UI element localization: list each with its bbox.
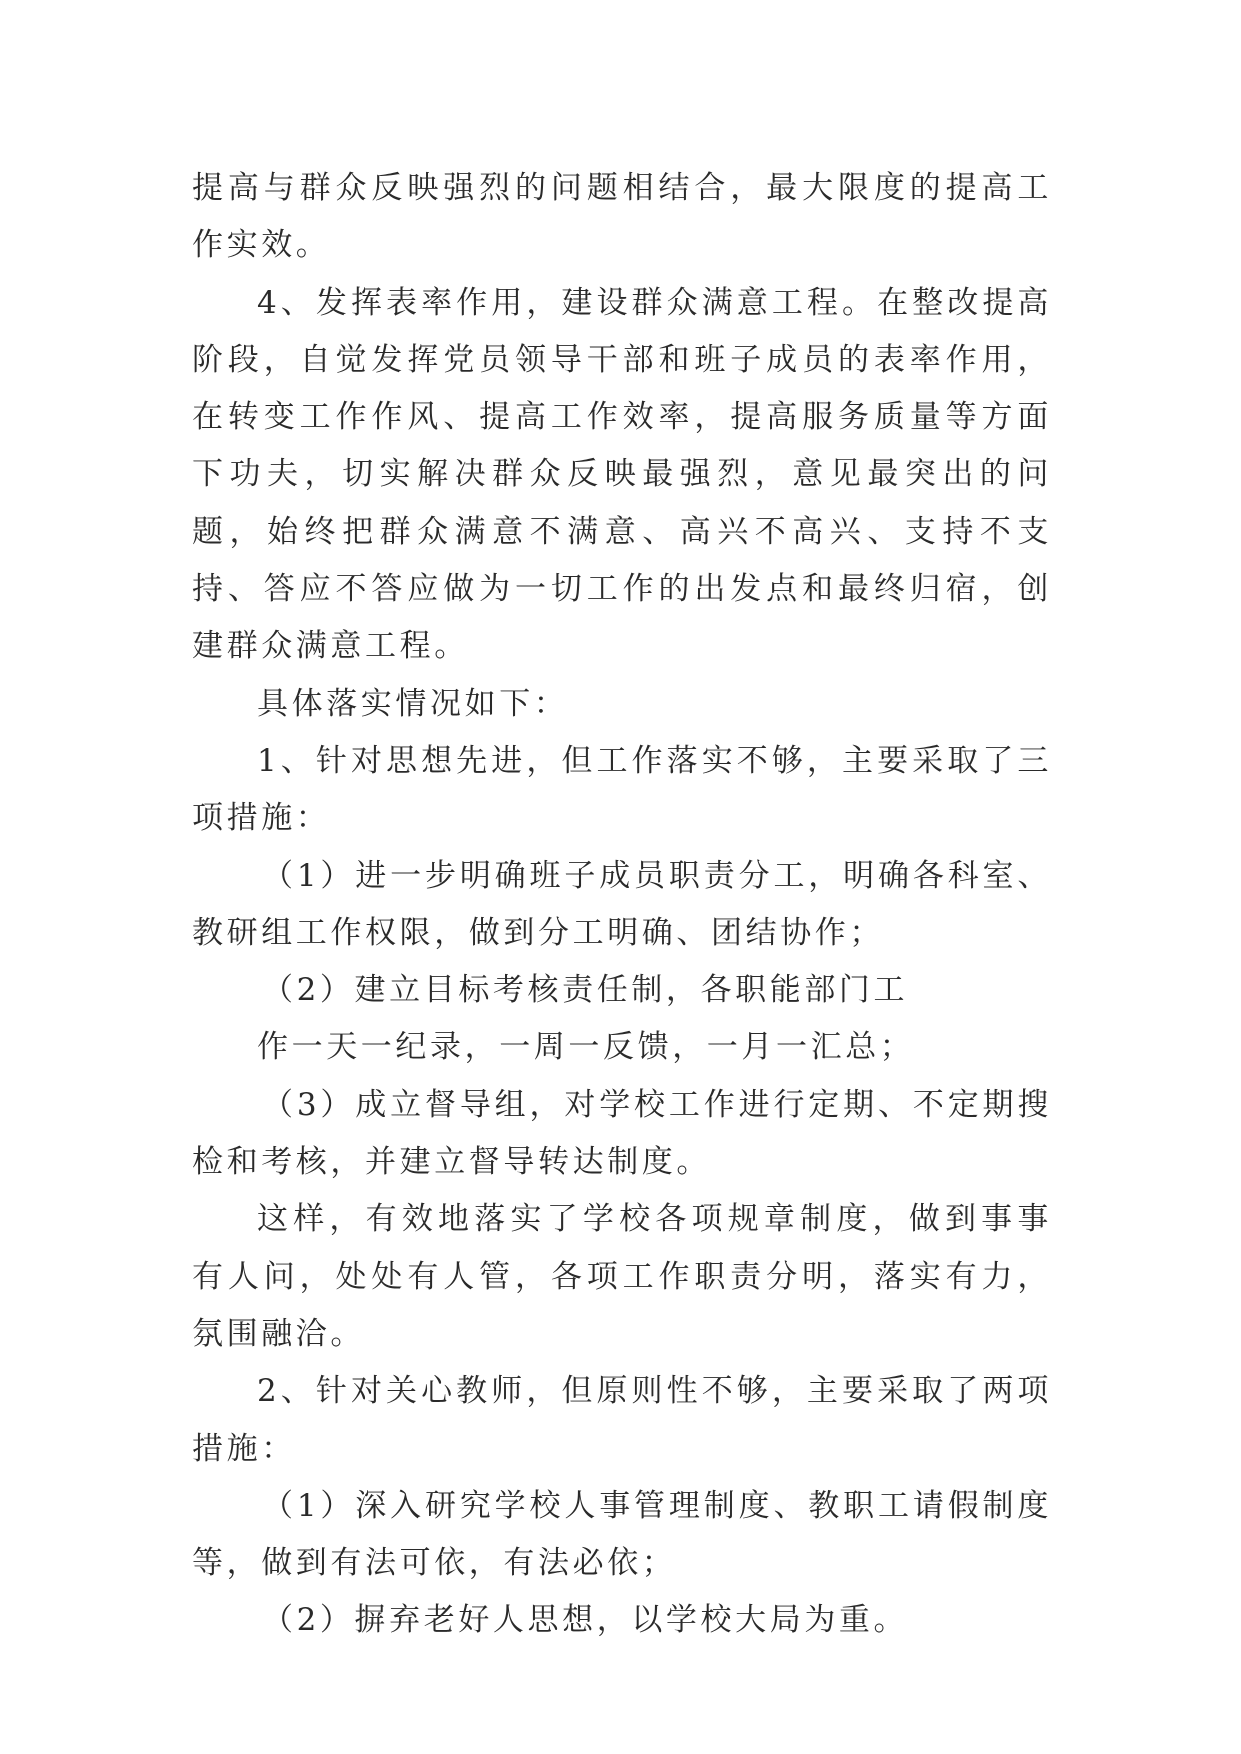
- paragraph-implementation-intro: 具体落实情况如下：: [257, 685, 569, 722]
- paragraph-continuation: 提高与群众反映强烈的问题相结合，最大限度的提高工作实效。: [192, 170, 1052, 264]
- paragraph-measure-1-sub-1: （1）进一步明确班子成员职责分工，明确各科室、教研组工作权限，做到分工明确、团结协作；: [192, 857, 1052, 951]
- paragraph-measure-1-sub-2-cont: 作一天一纪录，一周一反馈，一月一汇总；: [257, 1029, 915, 1066]
- document-body: [192, 160, 1052, 1650]
- paragraph-measure-2: 2、针对关心教师，但原则性不够，主要采取了两项措施：: [192, 1373, 1052, 1467]
- paragraph-item-4: 4、发挥表率作用，建设群众满意工程。在整改提高阶段，自觉发挥党员领导干部和班子成员的表率作用，在转变工作作风、提高工作效率，提高服务质量等方面下功夫，切实解决群众反映最强烈，意见最突出的问题，始终把群众满意不满意、高兴不高兴、支持不支持、答应不答应做为一切工作的出发点和最终归宿，创建群众满意工程。: [192, 284, 1052, 665]
- paragraph-measure-2-sub-2: （2）摒弃老好人思想，以学校大局为重。: [262, 1602, 909, 1639]
- paragraph-measure-2-sub-1: （1）深入研究学校人事管理制度、教职工请假制度等，做到有法可依，有法必依；: [192, 1487, 1052, 1582]
- paragraph-measure-1-sub-3: （3）成立督导组，对学校工作进行定期、不定期搜检和考核，并建立督导转达制度。: [192, 1086, 1052, 1181]
- paragraph-measure-1-sub-2: （2）建立目标考核责任制，各职能部门工: [262, 972, 909, 1009]
- paragraph-measure-1: 1、针对思想先进，但工作落实不够，主要采取了三项措施：: [192, 742, 1052, 837]
- paragraph-result: 这样，有效地落实了学校各项规章制度，做到事事有人问，处处有人管，各项工作职责分明，落实有力，氛围融洽。: [192, 1201, 1052, 1352]
